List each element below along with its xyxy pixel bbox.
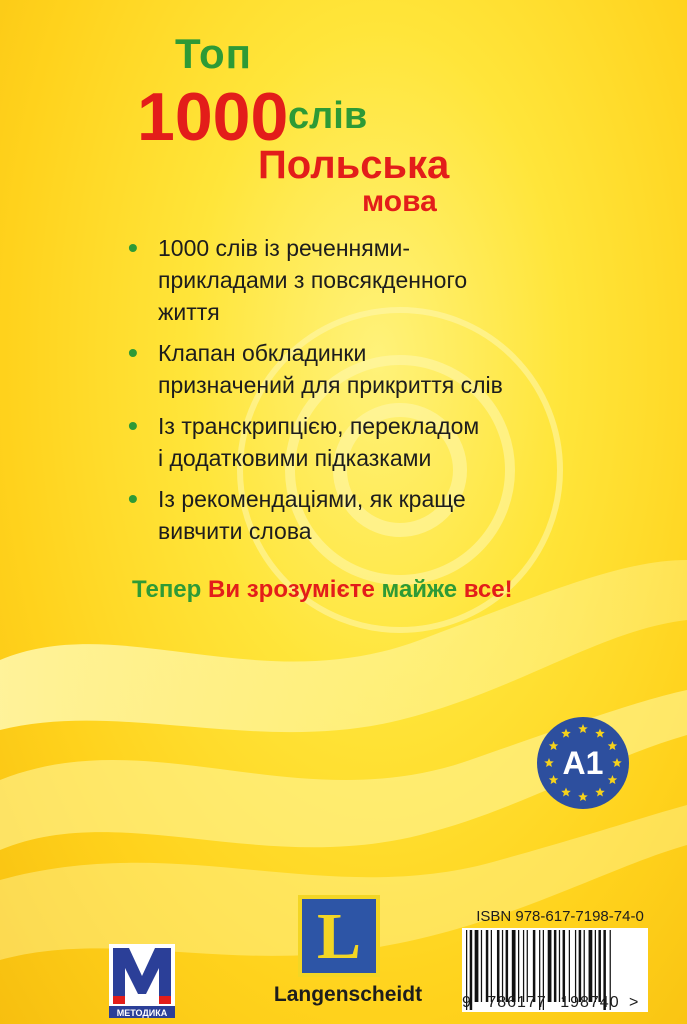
title-top: Топ bbox=[175, 30, 253, 77]
langenscheidt-box bbox=[298, 895, 380, 977]
title-mova: мова bbox=[362, 185, 437, 218]
bullet-icon: • bbox=[128, 410, 138, 441]
title-number: 1000 bbox=[137, 79, 289, 155]
barcode-digits: 9 786177 198740 > bbox=[462, 994, 640, 1011]
list-item bbox=[128, 410, 648, 474]
title-words: слів bbox=[288, 95, 368, 137]
list-item bbox=[128, 232, 648, 328]
isbn-barcode bbox=[462, 908, 658, 1016]
langenscheidt-logo bbox=[268, 895, 428, 1017]
feature-text: Клапан обкладинки призначений для прикриття слів bbox=[158, 340, 503, 398]
level-badge bbox=[536, 716, 630, 810]
level-label: A1 bbox=[562, 745, 604, 781]
feature-text: Із рекомендаціями, як краще вивчити слова bbox=[158, 486, 466, 544]
bullet-icon: • bbox=[128, 232, 138, 263]
feature-text: 1000 слів із реченнями- прикладами з повсякденного життя bbox=[158, 235, 468, 325]
langenscheidt-name: Langenscheidt bbox=[273, 983, 423, 1006]
bullet-icon: • bbox=[128, 337, 138, 368]
publisher-name: МЕТОДИКА bbox=[116, 1008, 168, 1018]
feature-list bbox=[128, 232, 648, 556]
langenscheidt-letter: L bbox=[316, 900, 362, 973]
list-item bbox=[128, 483, 648, 547]
tagline: Тепер Ви зрозумієте майже все! bbox=[132, 576, 513, 603]
bullet-icon: • bbox=[128, 483, 138, 514]
isbn-label: ISBN 978-617-7198-74-0 bbox=[476, 908, 644, 925]
title-language: Польська bbox=[258, 143, 450, 187]
list-item bbox=[128, 337, 648, 401]
publisher-logo bbox=[107, 942, 179, 1020]
feature-text: Із транскрипцією, перекладом і додатковими підказками bbox=[158, 413, 480, 471]
